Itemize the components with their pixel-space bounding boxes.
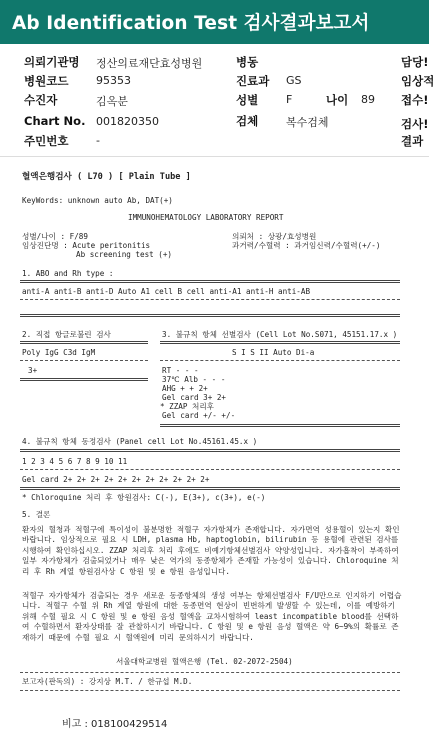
panel-row: Gel card 2+ 2+ 2+ 2+ 2+ 2+ 2+ 2+ 2+ 2+ 2+ — [22, 475, 210, 484]
resident-no-label: 주민번호 — [24, 134, 69, 148]
doc-report-title: IMMUNOHEMATOLOGY LABORATORY REPORT — [128, 213, 284, 222]
age-label: 나이 — [326, 93, 349, 107]
section-divider — [0, 156, 429, 157]
institution-value: 정산의료재단효성병원 — [96, 57, 203, 70]
doc-diagnosis: 임상진단명 : Acute peritonitis — [22, 241, 151, 250]
panel-header: 1 2 3 4 5 6 7 8 9 10 11 — [22, 457, 128, 466]
hospital-code-label: 병원코드 — [24, 74, 69, 88]
doc-requester: 의뢰처 : 상광/효성병원 — [232, 232, 317, 241]
right-col-label-4: 검사! — [401, 117, 429, 131]
screen-rule-bottom — [160, 424, 400, 427]
sex-label: 성별 — [236, 93, 259, 107]
dat-rule-bottom — [20, 378, 148, 381]
chart-no-label: Chart No. — [24, 114, 86, 128]
doc-diagnosis-2: Ab screening test (+) — [76, 250, 173, 259]
dat-rule-mid — [20, 360, 148, 361]
abo-rule-mid — [20, 299, 400, 300]
doc-history: 과거력/수혈력 : 과거임신력/수혈력(+/-) — [232, 241, 381, 250]
report-title: Ab Identification Test 검사결과보고서 — [12, 13, 370, 34]
right-col-label-5: 결과 — [401, 134, 424, 148]
right-col-label-3: 접수! — [401, 93, 429, 107]
resident-no-value: - — [96, 134, 100, 147]
abo-title: 1. ABO and Rh type : — [22, 269, 114, 278]
right-col-label-1: 담당! — [401, 55, 429, 69]
doc-heading: 혈액은행검사 ( L70 ) [ Plain Tube ] — [22, 172, 191, 182]
screen-title: 3. 불규칙 항체 선별검사 (Cell Lot No.S071, 45151.17.x ) — [162, 330, 398, 339]
screen-row: AHG + + 2+ — [162, 384, 208, 393]
lab-hospital: 서울대학교병원 혈액은행 (Tel. 02-2072-2504) — [116, 657, 293, 666]
department-value: GS — [286, 74, 302, 87]
conclusion-paragraph-1: 환자의 혈청과 적혈구에 특이성이 불분명한 적혈구 자가항체가 존재합니다. 자가면역 성용혈이 있는지 확인 바랍니다. 임상적으로 필요 시 LDH, plasma Hb, haptoglobin, bilirubin 등 용혈에 관련된 검사를 시행하여 확인하십시오. ZZAP 처리후 처리 후에도 비예기항체선별검사 약양성입니다. 자가흡착이 부족하여 일부 자가항체가 검출되었거나 매우 낮은 역가의 동종항체가 존재할 가능성이 있습니다. Chloroquine 처리 후 Rh 계열 항원검사상 C 항원 및 e 항원 음성입니다. — [22, 525, 400, 576]
dat-title: 2. 직접 항글로불린 검사 — [22, 330, 111, 339]
screen-header: S I S II Auto Di-a — [232, 348, 315, 357]
abo-rule-bottom — [20, 314, 400, 317]
scanned-report — [0, 158, 429, 754]
screen-row: * ZZAP 처리후 — [160, 402, 215, 411]
reporter: 보고자(판독의) : 강지상 M.T. / 한규섭 M.D. — [22, 677, 193, 686]
screen-row: Gel card 3+ 2+ — [162, 393, 227, 402]
abo-rule-top — [20, 280, 400, 283]
department-label: 진료과 — [236, 74, 270, 88]
screen-row: Gel card +/- +/- — [162, 411, 236, 420]
doc-keywords: KeyWords: unknown auto Ab, DAT(+) — [22, 196, 173, 205]
conclusion-paragraph-2: 적혈구 자가항체가 검출되는 경우 새로운 동종항체의 생성 여부는 항체선별검사 F/U만으로 인지하기 어렵습니다. 적혈구 수혈 위 Rh 계열 항원에 대한 동종면역 현상이 빈번하게 발생할 수 있는데, 이를 예방하기 위해 수혈 필요 시 C 항원 및 e 항원 음성 혈액을 교차시험하여 least incompatible blood를 선택하여 수혈하면서 환자상태를 잘 관찰하시기 바랍니다. C 항원 및 e 항원 음성 혈액은 약 6~9%의 확률로 존재하기 때문에 수혈 필요 시 혈액원에 미리 문의하시기 바랍니다. — [22, 591, 402, 642]
dat-rule-top — [20, 341, 148, 344]
chart-no-value: 001820350 — [96, 115, 159, 128]
specimen-label: 검체 — [236, 114, 259, 128]
screen-row: 37℃ Alb - - - — [162, 375, 226, 384]
screen-rule-top — [160, 341, 400, 344]
doc-note: 비고 : 018100429514 — [62, 719, 168, 730]
sex-value: F — [286, 93, 293, 106]
result-title: 5. 결론 — [22, 510, 51, 519]
abo-header: anti-A anti-B anti-D Auto A1 cell B cell anti-A1 anti-H anti-AB — [22, 287, 311, 296]
recipient-label: 수진자 — [24, 93, 58, 107]
screen-row: RT - - - — [162, 366, 199, 375]
report-header — [0, 0, 429, 44]
ward-label: 병동 — [236, 55, 259, 69]
age-value: 89 — [361, 93, 375, 106]
panel-title: 4. 불규칙 항체 동정검사 (Panel cell Lot No.45161.45.x ) — [22, 437, 258, 446]
chloroquine-note: * Chloroquine 처리 후 항원검사: C(-), E(3+), c(3+), e(-) — [22, 493, 266, 502]
reporter-rule-bottom — [20, 690, 400, 691]
screen-rule-mid — [160, 360, 400, 361]
hospital-code-value: 95353 — [96, 74, 131, 87]
institution-label: 의뢰기관명 — [24, 55, 80, 69]
panel-rule-top — [20, 449, 400, 452]
dat-header: Poly IgG C3d IgM — [22, 348, 96, 357]
doc-sex-age: 성별/나이 : F/89 — [22, 232, 88, 241]
specimen-value: 복수검체 — [286, 116, 329, 129]
dat-value: 3+ — [28, 366, 38, 375]
reporter-rule-top — [20, 672, 400, 673]
panel-rule-bottom — [20, 487, 400, 490]
panel-rule-mid — [20, 469, 400, 470]
patient-info-section — [0, 52, 434, 152]
recipient-value: 김옥분 — [96, 95, 128, 108]
right-col-label-2: 임상적 — [401, 74, 434, 88]
